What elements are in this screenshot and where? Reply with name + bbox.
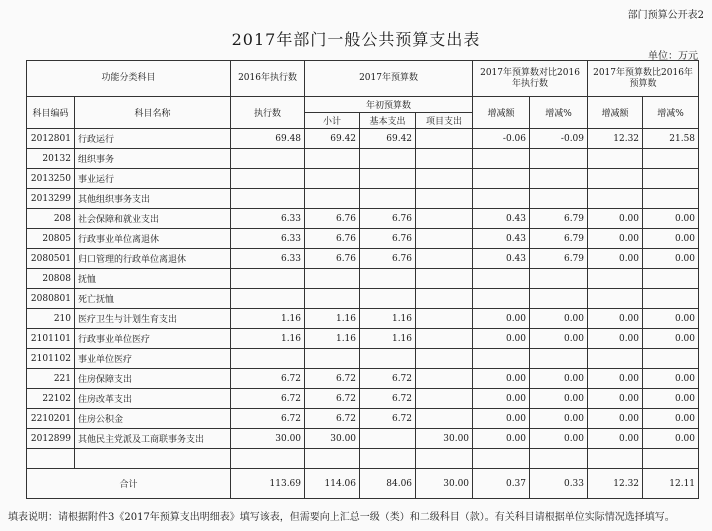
cell-basic: 1.16	[360, 329, 416, 349]
cell-code: 2080801	[27, 289, 75, 309]
cell-project	[416, 369, 473, 389]
cell-pct1	[530, 169, 588, 189]
cell-amt2: 12.32	[588, 129, 643, 149]
cell-pct1: 0.00	[530, 369, 588, 389]
cell-code: 22102	[27, 389, 75, 409]
cell-project	[416, 209, 473, 229]
table-row	[27, 209, 699, 229]
header-subject-code: 科目编码	[27, 97, 75, 129]
cell-pct1: 6.79	[530, 229, 588, 249]
cell-code: 2012899	[27, 429, 75, 449]
cell-amt1	[473, 289, 530, 309]
cell-name: 死亡抚恤	[75, 289, 231, 309]
cell-subtotal	[305, 189, 360, 209]
cell-pct2: 0.00	[643, 369, 699, 389]
cell-basic: 6.76	[360, 229, 416, 249]
cell-name: 社会保障和就业支出	[75, 209, 231, 229]
header-basic-exp: 基本支出	[360, 113, 416, 129]
cell-subtotal	[305, 349, 360, 369]
table-row	[27, 129, 699, 149]
cell-exec: 6.33	[231, 249, 305, 269]
cell-subtotal: 6.72	[305, 369, 360, 389]
cell-name: 行政事业单位医疗	[75, 329, 231, 349]
cell-project	[416, 389, 473, 409]
budget-table	[26, 60, 699, 499]
cell-pct2	[643, 149, 699, 169]
cell-pct1: -0.09	[530, 129, 588, 149]
cell-amt2: 0.00	[588, 209, 643, 229]
cell-amt2	[588, 189, 643, 209]
cell-project	[416, 149, 473, 169]
cell-basic: 6.72	[360, 389, 416, 409]
cell-amt1: 0.00	[473, 309, 530, 329]
total-subtotal: 114.06	[305, 469, 360, 499]
cell-basic	[360, 189, 416, 209]
table-row	[27, 289, 699, 309]
total-row	[27, 469, 699, 499]
header-project-exp: 项目支出	[416, 113, 473, 129]
cell-subtotal: 30.00	[305, 429, 360, 449]
cell-code: 2080501	[27, 249, 75, 269]
cell-exec	[231, 149, 305, 169]
cell-pct2: 0.00	[643, 329, 699, 349]
cell-amt1: 0.00	[473, 329, 530, 349]
cell-subtotal: 69.42	[305, 129, 360, 149]
table-row	[27, 349, 699, 369]
table-row	[27, 149, 699, 169]
cell-pct2	[643, 189, 699, 209]
header-exec-2016: 2016年执行数	[231, 61, 305, 97]
cell-code: 2101102	[27, 349, 75, 369]
cell-amt2	[588, 149, 643, 169]
cell-project	[416, 289, 473, 309]
total-pct2: 12.11	[643, 469, 699, 499]
cell-pct1: 0.00	[530, 309, 588, 329]
cell-amt2: 0.00	[588, 409, 643, 429]
cell-project	[416, 449, 473, 469]
total-amt2: 12.32	[588, 469, 643, 499]
cell-pct1: 0.00	[530, 329, 588, 349]
cell-amt2: 0.00	[588, 249, 643, 269]
cell-pct1: 6.79	[530, 249, 588, 269]
cell-amt2	[588, 269, 643, 289]
cell-amt1: 0.43	[473, 249, 530, 269]
cell-pct2: 21.58	[643, 129, 699, 149]
cell-name: 事业单位医疗	[75, 349, 231, 369]
cell-basic	[360, 269, 416, 289]
cell-amt2	[588, 289, 643, 309]
table-number-label: 部门预算公开表2	[627, 10, 704, 21]
header-exec-sub: 执行数	[231, 97, 305, 129]
cell-amt1	[473, 149, 530, 169]
cell-subtotal	[305, 169, 360, 189]
cell-code: 210	[27, 309, 75, 329]
unit-label: 单位：万元	[648, 51, 698, 62]
cell-pct1: 0.00	[530, 389, 588, 409]
cell-exec: 6.72	[231, 409, 305, 429]
cell-project	[416, 329, 473, 349]
table-row	[27, 169, 699, 189]
total-project: 30.00	[416, 469, 473, 499]
header-subject-name: 科目名称	[75, 97, 231, 129]
header-increase-amt-1: 增减额	[473, 97, 530, 129]
cell-name: 住房改革支出	[75, 389, 231, 409]
cell-amt1	[473, 189, 530, 209]
cell-pct2: 0.00	[643, 429, 699, 449]
table-row	[27, 309, 699, 329]
cell-code: 2013250	[27, 169, 75, 189]
cell-amt2: 0.00	[588, 229, 643, 249]
cell-pct1: 0.00	[530, 429, 588, 449]
cell-basic: 6.76	[360, 209, 416, 229]
cell-project: 30.00	[416, 429, 473, 449]
cell-name: 住房公积金	[75, 409, 231, 429]
total-label: 合计	[27, 469, 231, 499]
table-row	[27, 189, 699, 209]
cell-amt1	[473, 269, 530, 289]
cell-basic	[360, 429, 416, 449]
cell-project	[416, 169, 473, 189]
cell-code: 20805	[27, 229, 75, 249]
table-row	[27, 369, 699, 389]
header-initial-budget: 年初预算数	[305, 97, 473, 113]
total-basic: 84.06	[360, 469, 416, 499]
cell-exec	[231, 269, 305, 289]
cell-pct2: 0.00	[643, 409, 699, 429]
cell-pct1	[530, 189, 588, 209]
cell-amt2	[588, 349, 643, 369]
cell-exec: 1.16	[231, 309, 305, 329]
cell-exec	[231, 449, 305, 469]
cell-pct2: 0.00	[643, 249, 699, 269]
cell-basic: 1.16	[360, 309, 416, 329]
total-exec: 113.69	[231, 469, 305, 499]
header-increase-amt-2: 增减额	[588, 97, 643, 129]
cell-amt1: 0.00	[473, 369, 530, 389]
cell-subtotal: 6.76	[305, 249, 360, 269]
header-func-class: 功能分类科目	[27, 61, 231, 97]
cell-amt2	[588, 169, 643, 189]
cell-subtotal: 1.16	[305, 309, 360, 329]
total-amt1: 0.37	[473, 469, 530, 499]
cell-pct2	[643, 449, 699, 469]
cell-amt1	[473, 349, 530, 369]
table-header	[27, 61, 699, 129]
cell-subtotal: 6.76	[305, 209, 360, 229]
cell-code: 2013299	[27, 189, 75, 209]
cell-basic	[360, 169, 416, 189]
cell-code: 20132	[27, 149, 75, 169]
cell-project	[416, 229, 473, 249]
table-row	[27, 449, 699, 469]
cell-amt1: 0.43	[473, 209, 530, 229]
cell-amt1: -0.06	[473, 129, 530, 149]
cell-amt1: 0.00	[473, 409, 530, 429]
cell-name: 行政运行	[75, 129, 231, 149]
cell-pct1: 6.79	[530, 209, 588, 229]
cell-name: 归口管理的行政单位离退休	[75, 249, 231, 269]
cell-exec	[231, 169, 305, 189]
cell-pct1	[530, 449, 588, 469]
cell-pct2: 0.00	[643, 389, 699, 409]
cell-pct1	[530, 349, 588, 369]
header-subtotal: 小计	[305, 113, 360, 129]
cell-exec: 6.72	[231, 389, 305, 409]
cell-project	[416, 189, 473, 209]
cell-amt1	[473, 169, 530, 189]
cell-basic: 6.72	[360, 369, 416, 389]
cell-basic	[360, 449, 416, 469]
cell-code	[27, 449, 75, 469]
cell-pct2: 0.00	[643, 229, 699, 249]
cell-exec	[231, 189, 305, 209]
cell-pct1	[530, 149, 588, 169]
cell-pct2: 0.00	[643, 309, 699, 329]
cell-amt1: 0.00	[473, 389, 530, 409]
cell-code: 2101101	[27, 329, 75, 349]
cell-amt2: 0.00	[588, 309, 643, 329]
cell-name: 医疗卫生与计划生育支出	[75, 309, 231, 329]
total-pct1: 0.33	[530, 469, 588, 499]
cell-pct1	[530, 269, 588, 289]
cell-pct2	[643, 169, 699, 189]
table-row	[27, 409, 699, 429]
cell-code: 2210201	[27, 409, 75, 429]
header-budget-2017: 2017年预算数	[305, 61, 473, 97]
cell-subtotal: 6.72	[305, 389, 360, 409]
cell-pct1	[530, 289, 588, 309]
table-row	[27, 329, 699, 349]
cell-amt2	[588, 449, 643, 469]
cell-project	[416, 249, 473, 269]
cell-name: 住房保障支出	[75, 369, 231, 389]
cell-exec: 6.33	[231, 229, 305, 249]
cell-project	[416, 129, 473, 149]
cell-name: 其他民主党派及工商联事务支出	[75, 429, 231, 449]
cell-exec: 30.00	[231, 429, 305, 449]
cell-project	[416, 409, 473, 429]
cell-subtotal: 6.76	[305, 229, 360, 249]
cell-basic	[360, 149, 416, 169]
cell-basic: 6.76	[360, 249, 416, 269]
cell-amt1	[473, 449, 530, 469]
cell-basic: 69.42	[360, 129, 416, 149]
cell-amt2: 0.00	[588, 429, 643, 449]
cell-name: 抚恤	[75, 269, 231, 289]
page-title: 2017年部门一般公共预算支出表	[231, 30, 481, 49]
cell-code: 20808	[27, 269, 75, 289]
cell-code: 2012801	[27, 129, 75, 149]
cell-code: 208	[27, 209, 75, 229]
header-cmp-budget-2016: 2017年预算数比2016年预算数	[588, 61, 699, 97]
table-row	[27, 389, 699, 409]
cell-pct2	[643, 289, 699, 309]
cell-project	[416, 309, 473, 329]
cell-amt2: 0.00	[588, 329, 643, 349]
footnote: 填表说明：请根据附件3《2017年预算支出明细表》填写该表，但需要向上汇总一级（类）和二级科目（款）。有关科目请根据单位实际情况选择填写。	[8, 512, 675, 523]
cell-exec	[231, 349, 305, 369]
cell-project	[416, 269, 473, 289]
cell-code: 221	[27, 369, 75, 389]
cell-pct2	[643, 269, 699, 289]
table-row	[27, 229, 699, 249]
header-increase-pct-1: 增减%	[530, 97, 588, 129]
cell-basic: 6.72	[360, 409, 416, 429]
table-body	[27, 129, 699, 469]
table-row	[27, 429, 699, 449]
cell-subtotal: 6.72	[305, 409, 360, 429]
cell-exec: 6.72	[231, 369, 305, 389]
cell-exec	[231, 289, 305, 309]
cell-pct2	[643, 349, 699, 369]
cell-exec: 1.16	[231, 329, 305, 349]
cell-name: 其他组织事务支出	[75, 189, 231, 209]
header-increase-pct-2: 增减%	[643, 97, 699, 129]
cell-basic	[360, 289, 416, 309]
cell-subtotal: 1.16	[305, 329, 360, 349]
cell-name: 事业运行	[75, 169, 231, 189]
table-row	[27, 269, 699, 289]
cell-pct1: 0.00	[530, 409, 588, 429]
cell-exec: 6.33	[231, 209, 305, 229]
cell-subtotal	[305, 149, 360, 169]
cell-exec: 69.48	[231, 129, 305, 149]
cell-subtotal	[305, 289, 360, 309]
table-row	[27, 249, 699, 269]
cell-name: 行政事业单位离退休	[75, 229, 231, 249]
cell-amt1: 0.00	[473, 429, 530, 449]
header-cmp-exec-2016: 2017年预算数对比2016年执行数	[473, 61, 588, 97]
cell-subtotal	[305, 449, 360, 469]
cell-amt1: 0.43	[473, 229, 530, 249]
cell-name: 组织事务	[75, 149, 231, 169]
cell-amt2: 0.00	[588, 389, 643, 409]
cell-pct2: 0.00	[643, 209, 699, 229]
cell-amt2: 0.00	[588, 369, 643, 389]
cell-name	[75, 449, 231, 469]
cell-project	[416, 349, 473, 369]
cell-subtotal	[305, 269, 360, 289]
cell-basic	[360, 349, 416, 369]
